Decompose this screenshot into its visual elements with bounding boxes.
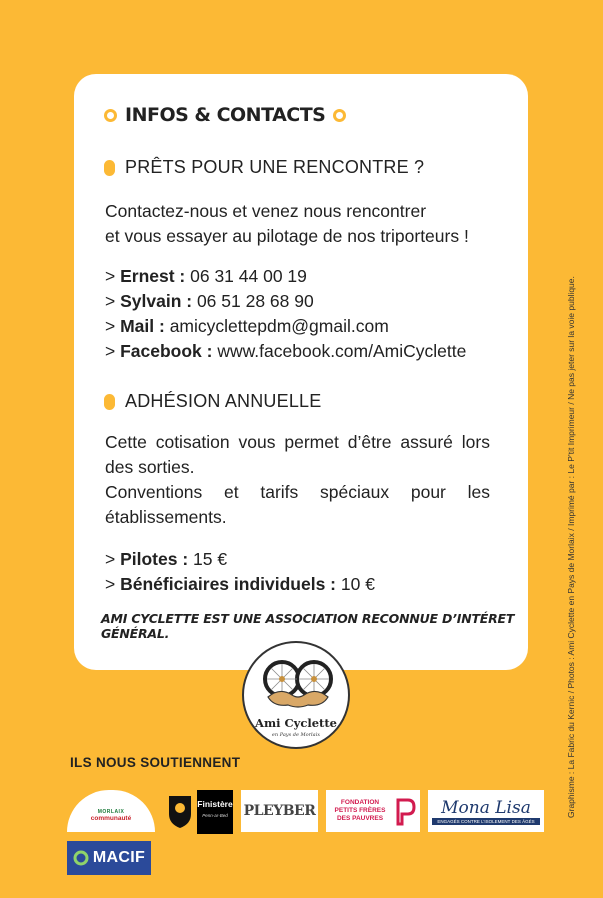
- macif-circle-icon: [73, 850, 89, 866]
- price-item: > Bénéficiaires individuels : 10 €: [105, 574, 375, 594]
- finistere-text: Finistère: [197, 799, 233, 809]
- contact-sep: :: [181, 291, 197, 311]
- contact-item: > Sylvain : 06 51 28 68 90: [105, 291, 314, 311]
- fondation-petits-freres-logo: [326, 790, 420, 832]
- credits-vertical-text: Graphisme : La Fabric du Kernic / Photos : Ami Cyclette en Pays de Morlaix / Imprimé par : Le P’tit Imprimeur / Ne pas jeter sur la voie publique.: [566, 276, 576, 818]
- contact-sep: :: [201, 341, 218, 361]
- finistere-subtitle: Penn-ar-Bed: [202, 813, 228, 818]
- contact-item: > Facebook : www.facebook.com/AmiCyclette: [105, 341, 467, 361]
- ring-bullet-icon: [333, 109, 346, 122]
- pill-bullet-icon: [104, 160, 115, 176]
- logo-subtitle: en Pays de Morlaix: [271, 732, 321, 738]
- macif-logo: [67, 841, 151, 875]
- intro-line-2: et vous essayer au pilotage de nos triporteurs !: [105, 226, 469, 246]
- logo-name: Ami Cyclette: [255, 716, 337, 730]
- contact-sep: :: [154, 316, 170, 336]
- contact-email-link[interactable]: amicyclettepdm@gmail.com: [169, 316, 389, 336]
- section-membership: [104, 391, 321, 412]
- facebook-link[interactable]: www.facebook.com/AmiCyclette: [217, 341, 467, 361]
- pill-bullet-icon: [104, 394, 115, 410]
- price-list: [105, 547, 375, 597]
- mona-lisa-tagline: ENGAGÉS CONTRE L’ISOLEMENT DES ÂGÉS: [432, 818, 540, 825]
- morlaix-communaute-logo: [67, 790, 155, 832]
- section-membership-title: ADHÉSION ANNUELLE: [125, 391, 322, 411]
- pleyber-text: PLEYBER: [243, 803, 316, 819]
- ami-cyclette-logo: [242, 641, 350, 749]
- price-sep: :: [177, 549, 194, 569]
- intro-paragraph: [105, 199, 505, 249]
- fondation-line-2: PETITS FRÈRES: [334, 807, 386, 814]
- contact-item: > Mail : amicyclettepdm@gmail.com: [105, 316, 389, 336]
- association-tagline: AMI CYCLETTE EST UNE ASSOCIATION RECONNUE D’INTÉRET GÉNÉRAL.: [101, 611, 515, 641]
- contact-list: [105, 264, 466, 364]
- contact-label: Facebook: [120, 341, 202, 361]
- section-meet: [104, 157, 424, 178]
- section-meet-title: PRÊTS POUR UNE RENCONTRE ?: [125, 157, 425, 177]
- info-card: [74, 74, 528, 670]
- fondation-line-3: DES PAUVRES: [336, 815, 384, 822]
- contact-label: Mail: [120, 316, 155, 336]
- supporters-label: ILS NOUS SOUTIENNENT: [70, 755, 241, 770]
- contact-label: Ernest: [120, 266, 175, 286]
- petits-freres-mark-icon: [398, 800, 414, 824]
- price-label: Pilotes: [120, 549, 178, 569]
- macif-text: MACIF: [92, 849, 146, 866]
- contact-label: Sylvain: [120, 291, 182, 311]
- contact-item: > Ernest : 06 31 44 00 19: [105, 266, 307, 286]
- pleyber-logo: [241, 790, 318, 832]
- price-sep: :: [325, 574, 341, 594]
- bike-wheels-icon: [262, 657, 334, 715]
- contact-sep: :: [174, 266, 191, 286]
- membership-paragraph-1: Cette cotisation vous permet d’être assuré lors des sorties.: [105, 432, 490, 477]
- ring-bullet-icon: [104, 109, 117, 122]
- price-value: 15 €: [193, 549, 228, 569]
- price-item: > Pilotes : 15 €: [105, 549, 228, 569]
- contact-phone[interactable]: 06 51 28 68 90: [196, 291, 314, 311]
- mona-lisa-logo: [428, 790, 544, 832]
- finistere-shield-icon: [163, 790, 233, 834]
- intro-line-1: Contactez-nous et venez nous rencontrer: [105, 201, 427, 221]
- finistere-logo: [163, 790, 233, 834]
- membership-paragraph-2: Conventions et tarifs spéciaux pour les établissements.: [105, 482, 490, 527]
- price-label: Bénéficiaires individuels: [120, 574, 326, 594]
- mona-lisa-text: Mona Lisa: [441, 797, 531, 818]
- communaute-text: communauté: [90, 814, 132, 822]
- fondation-line-1: FONDATION: [340, 799, 380, 806]
- contact-phone[interactable]: 06 31 44 00 19: [190, 266, 307, 286]
- morlaix-text: MORLAIX: [97, 808, 125, 815]
- card-heading: [104, 104, 346, 126]
- price-value: 10 €: [340, 574, 375, 594]
- heading-text: INFOS & CONTACTS: [125, 104, 326, 126]
